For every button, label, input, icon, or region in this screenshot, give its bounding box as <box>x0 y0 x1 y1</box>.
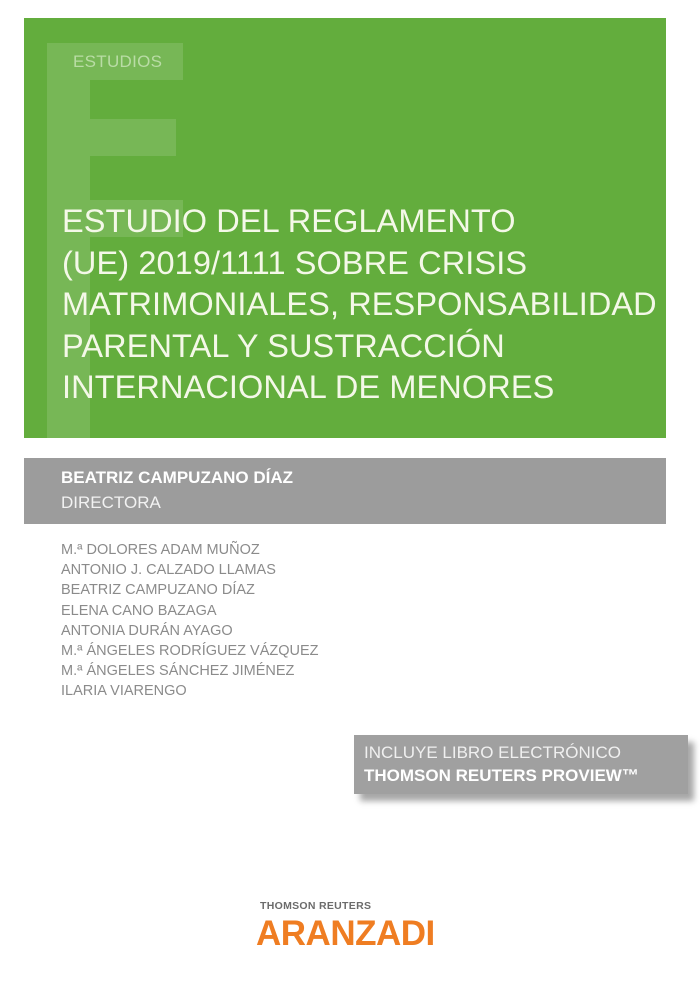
director-name: BEATRIZ CAMPUZANO DÍAZ <box>61 468 293 487</box>
author: M.ª ÁNGELES SÁNCHEZ JIMÉNEZ <box>61 663 295 680</box>
title-line: ESTUDIO DEL REGLAMENTO <box>62 203 516 239</box>
title-line: INTERNACIONAL DE MENORES <box>62 369 555 405</box>
director-band <box>24 458 666 524</box>
author: M.ª ÁNGELES RODRÍGUEZ VÁZQUEZ <box>61 643 319 660</box>
publisher-logo: ARANZADI <box>256 914 435 953</box>
series-label: ESTUDIOS <box>73 52 163 71</box>
author: ELENA CANO BAZAGA <box>61 602 217 619</box>
title-line: MATRIMONIALES, RESPONSABILIDAD <box>62 286 657 322</box>
book-title <box>62 201 662 409</box>
ebook-badge-line1: INCLUYE LIBRO ELECTRÓNICO <box>364 743 621 762</box>
publisher-parent-logo: THOMSON REUTERS <box>260 900 372 912</box>
title-line: (UE) 2019/1111 SOBRE CRISIS <box>62 244 528 281</box>
author: ANTONIO J. CALZADO LLAMAS <box>61 562 276 579</box>
title-line: PARENTAL Y SUSTRACCIÓN <box>62 327 505 364</box>
director-role: DIRECTORA <box>61 493 161 512</box>
author: M.ª DOLORES ADAM MUÑOZ <box>61 542 260 558</box>
ebook-badge-line2: THOMSON REUTERS PROVIEW™ <box>364 766 639 785</box>
ebook-badge <box>354 735 688 794</box>
cover-green-panel <box>24 18 666 438</box>
author: ANTONIA DURÁN AYAGO <box>61 622 233 639</box>
author: BEATRIZ CAMPUZANO DÍAZ <box>61 582 255 599</box>
authors-list <box>61 540 319 702</box>
author: ILARIA VIARENGO <box>61 683 187 700</box>
